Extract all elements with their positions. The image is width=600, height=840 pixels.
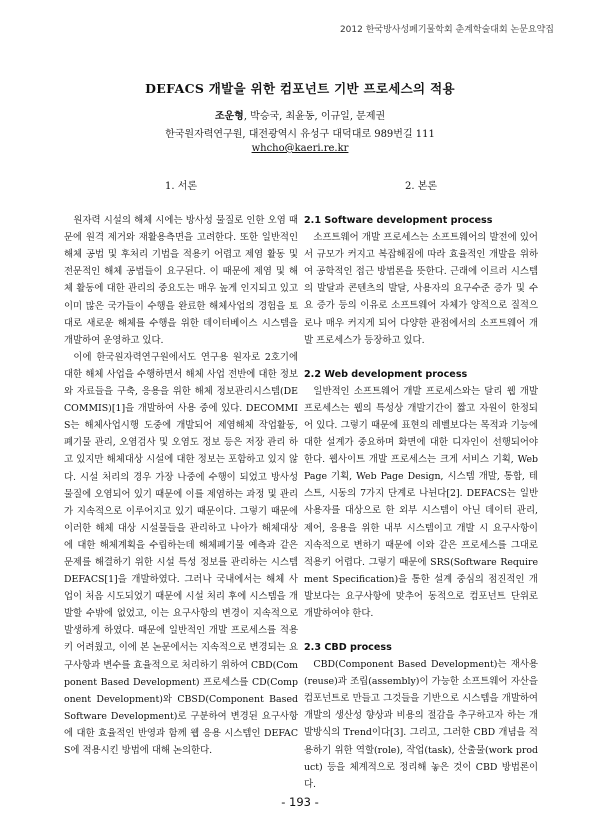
- subsection-text-cbd-process: CBD(Component Based Development)는 재사용(reuse)과 조립(assembly)이 가능한 소프트웨어 자산을 컴포넌트로 만들고 그것들을 기반으로 시스템을 개발하여 개발의 생산성 향상과 비용의 절감을 추구하고자 하는 개발방식의 Trend이다[3]. 그리고, 그러한 CBD 개념을 적용하기 위한 역할(role), 작업(task), 산출물(work product) 등을 체계적으로 정리해 놓은 것이 CBD 방법론이다.: [304, 659, 538, 790]
- page-number: - 193 -: [281, 795, 319, 809]
- intro-paragraph-2: 이에 한국원자력연구원에서도 연구용 원자로 2호기에 대한 해체 사업을 수행하면서 해체 사업 전반에 대한 정보와 자료들을 구축, 응용을 위한 해체 정보관리시스템(DECOMMIS)[1]을 개발하여 사용 중에 있다. DECOMMIS는 해체사업시행 도중에 개발되어 제염해체 작업활동, 폐기물 관리, 오염검사 및 오염도 정보 등은 저장 관리 하고 있지만 해체대상 시설에 대한 정보는 포함하고 있지 않다. 시설 처리의 경우 가장 나중에 수행이 되었고 방사성 물질에 오염되어 있기 때문에 이를 제염하는 과정 및 관리가 지속적으로 이루어지고 있기 때문이다. 그렇기 때문에 이러한 해체 대상 시설물들을 관리하고 나아가 해체대상에 대한 해체계획을 수립하는데 해체폐기물 예측과 같은 문제를 해결하기 위한 시설 특성 정보를 관리하는 시스템 DEFACS[1]을 개발하였다. 그러나 국내에서는 해체 사업이 처음 시도되었기 때문에 시설 처리 후에 시스템을 개발할 수밖에 없었고, 이는 요구사항의 변경이 지속적으로 발생하게 하였다. 때문에 일반적인 개발 프로세스를 적용키 어려웠고, 이에 본 논문에서는 지속적으로 변경되는 요구사항과 변수를 효율적으로 처리하기 위하여 CBD(Component Based Development) 프로세스를 CD(Component Development)와 CBSD(Component Based Software Development)로 구분하여 변경된 요구사항에 대한 효율적인 반영과 함께 웹 응용 시스템인 DEFACS에 적용시킨 방법에 대해 논의한다.: [64, 351, 298, 756]
- running-header: 2012 한국방사성폐기물학회 춘계학술대회 논문요약집: [339, 25, 554, 35]
- main-author: 조운형: [214, 111, 244, 122]
- section-heading-body: 2. 본론: [404, 181, 438, 192]
- subsection-heading-software-process: 2.1 Software development process: [304, 215, 493, 227]
- subsection-heading-web-process: 2.2 Web development process: [304, 368, 468, 380]
- paper-title: DEFACS 개발을 위한 컴포넌트 기반 프로세스의 적용: [145, 81, 455, 96]
- right-column: [304, 178, 538, 793]
- co-authors: , 박승국, 최윤동, 이규일, 문제권: [243, 111, 386, 122]
- left-column: [64, 178, 298, 759]
- author-line: [0, 107, 600, 122]
- author-email: whcho@kaeri.re.kr: [251, 143, 349, 154]
- subsection-heading-cbd-process: 2.3 CBD process: [304, 642, 392, 654]
- section-heading-introduction: 1. 서론: [164, 181, 198, 192]
- subsection-text-web-process: 일반적인 소프트웨어 개발 프로세스와는 달리 웹 개발 프로세스는 웹의 특성상 개발기간이 짧고 자원이 한정되어 있다. 그렇기 때문에 표현의 레벨보다는 목적과 기능에 대한 설계가 중요하며 화면에 대한 디자인이 선행되어야 한다. 웹사이트 개발 프로세스는 크게 서비스 기획, Web Page 기획, Web Page Design, 시스템 개발, 통합, 테스트, 시동의 7가지 단계로 나뉜다[2]. DEFACS는 일반 사용자를 대상으로 한 외부 시스템이 아닌 데이터 관리, 제어, 응용을 위한 내부 시스템이고 개발 시 요구사항이 지속적으로 변하기 때문에 이와 같은 프로세스를 그대로 적용키 어렵다. 그렇기 때문에 SRS(Software Requirement Specification)을 통한 설계 중심의 점진적인 개발보다는 요구사항에 맞추어 동적으로 컴포넌트 단위로 개발하여야 한다.: [304, 385, 538, 619]
- subsection-text-software-process: 소프트웨어 개발 프로세스는 소프트웨어의 발전에 있어서 규모가 커지고 복잡해짐에 따라 효율적인 개발을 위하여 공학적인 접근 방법론을 뜻한다. 근래에 이르러 시스템의 발달과 콘텐츠의 발달, 사용자의 요구수준 증가 및 수요 증가 등의 이유로 소프트웨어 자체가 양적으로 질적으로나 매우 커지게 되어 다양한 관점에서의 소프트웨어 개발 프로세스가 등장하고 있다.: [304, 232, 538, 346]
- affiliation: 한국원자력연구원, 대전광역시 유성구 대덕대로 989번길 111: [165, 129, 435, 140]
- intro-paragraph-1: 원자력 시설의 해체 시에는 방사성 물질로 인한 오염 때문에 원격 제거와 재활용측면을 고려한다. 또한 일반적인 해체 공법 및 후처리 기법을 적용키 어렵고 제염 활동 및 전문적인 해체 공법들이 요구된다. 이 때문에 제염 및 해체 활동에 대한 관리의 중요도는 매우 높게 인지되고 있고 이미 많은 국가들이 수행을 완료한 해체사업의 경험을 토대로 새로운 해체를 수행을 위한 데이터베이스 시스템을 개발하여 운영하고 있다.: [64, 215, 298, 346]
